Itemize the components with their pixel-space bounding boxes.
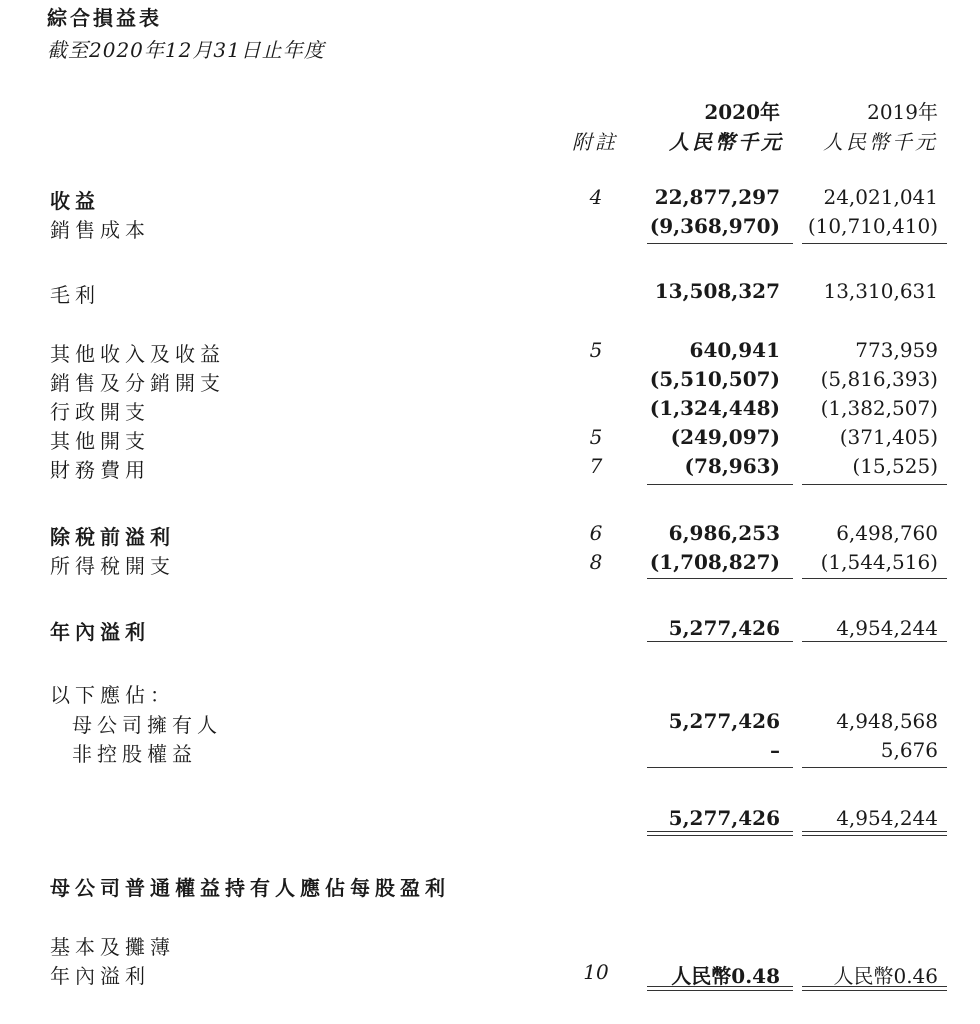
row-2019-eps: 人民幣0.46 — [833, 964, 938, 988]
row-label-finance-costs: 財務費用 — [50, 458, 150, 482]
row-label-profit-for-year: 年內溢利 — [50, 620, 150, 644]
row-2020-finance-costs: (78,963) — [684, 454, 780, 478]
row-2019-other-expenses: (371,405) — [839, 425, 938, 449]
row-2020-admin-expenses: (1,324,448) — [649, 396, 780, 420]
header-note: 附註 — [572, 130, 618, 154]
row-2020-other-income: 640,941 — [689, 338, 780, 362]
row-label-non-controlling: 非控股權益 — [72, 742, 197, 766]
row-note-income-tax: 8 — [589, 550, 603, 574]
row-2020-cost-of-sales: (9,368,970) — [649, 214, 780, 238]
rule-2019-profit — [802, 578, 947, 579]
row-note-finance-costs: 7 — [589, 454, 603, 478]
header-year-2020: 2020年 — [704, 100, 780, 124]
row-note-other-income: 5 — [589, 338, 603, 362]
row-2019-other-income: 773,959 — [855, 338, 938, 362]
row-note-eps: 10 — [583, 960, 609, 984]
double-rule-2020-attrib — [647, 831, 793, 836]
row-label-selling-expenses: 銷售及分銷開支 — [50, 371, 225, 395]
double-rule-2020-eps — [647, 986, 793, 991]
header-year-2019: 2019年 — [867, 100, 938, 124]
row-note-profit-before-tax: 6 — [589, 521, 603, 545]
rule-2020-attrib-total — [647, 767, 793, 768]
row-note-other-expenses: 5 — [589, 425, 603, 449]
row-label-other-expenses: 其他開支 — [50, 429, 150, 453]
row-2019-cost-of-sales: (10,710,410) — [807, 214, 938, 238]
double-rule-2019-attrib — [802, 831, 947, 836]
row-label-eps-profit-year: 年內溢利 — [50, 964, 150, 988]
row-2019-selling-expenses: (5,816,393) — [820, 367, 938, 391]
row-label-cost-of-sales: 銷售成本 — [50, 218, 150, 242]
rule-2019-attrib-total — [802, 767, 947, 768]
row-label-attributable-to: 以下應佔： — [50, 683, 175, 707]
row-2019-non-controlling: 5,676 — [880, 738, 938, 762]
rule-2019-pretax — [802, 484, 947, 485]
row-label-revenue: 收益 — [50, 189, 100, 213]
row-2020-other-expenses: (249,097) — [670, 425, 780, 449]
row-label-profit-before-tax: 除稅前溢利 — [50, 525, 175, 549]
double-rule-2019-eps — [802, 986, 947, 991]
header-unit-2019: 人民幣千元 — [823, 130, 938, 154]
row-label-gross-profit: 毛利 — [50, 283, 100, 307]
row-2019-profit-before-tax: 6,498,760 — [836, 521, 938, 545]
row-2019-revenue: 24,021,041 — [823, 185, 938, 209]
row-2019-profit-for-year: 4,954,244 — [836, 616, 938, 640]
row-2020-gross-profit: 13,508,327 — [654, 279, 780, 303]
row-2020-attrib-total: 5,277,426 — [668, 806, 780, 830]
row-2020-profit-before-tax: 6,986,253 — [668, 521, 780, 545]
row-2020-profit-for-year: 5,277,426 — [668, 616, 780, 640]
rule-2019-profit-year — [802, 641, 947, 642]
row-label-basic-diluted: 基本及攤薄 — [50, 935, 175, 959]
row-2020-eps: 人民幣0.48 — [671, 964, 780, 988]
row-2019-gross-profit: 13,310,631 — [823, 279, 938, 303]
rule-2019-gross — [802, 243, 947, 244]
eps-heading: 母公司普通權益持有人應佔每股盈利 — [50, 876, 450, 900]
row-2019-admin-expenses: (1,382,507) — [820, 396, 938, 420]
row-2019-income-tax: (1,544,516) — [820, 550, 938, 574]
rule-2020-profit-year — [647, 641, 793, 642]
row-2019-attrib-total: 4,954,244 — [836, 806, 938, 830]
row-label-owners-of-parent: 母公司擁有人 — [72, 713, 222, 737]
row-2020-income-tax: (1,708,827) — [649, 550, 780, 574]
rule-2020-gross — [647, 243, 793, 244]
row-2020-revenue: 22,877,297 — [654, 185, 780, 209]
row-2020-non-controlling: – — [770, 738, 780, 762]
page-subtitle: 截至2020年12月31日止年度 — [47, 38, 325, 62]
row-label-other-income: 其他收入及收益 — [50, 342, 225, 366]
rule-2020-pretax — [647, 484, 793, 485]
row-2020-selling-expenses: (5,510,507) — [649, 367, 780, 391]
row-2019-owners-of-parent: 4,948,568 — [836, 709, 938, 733]
row-2020-owners-of-parent: 5,277,426 — [668, 709, 780, 733]
row-label-admin-expenses: 行政開支 — [50, 400, 150, 424]
row-note-revenue: 4 — [589, 185, 603, 209]
rule-2020-profit — [647, 578, 793, 579]
page-title: 綜合損益表 — [47, 6, 162, 30]
row-label-income-tax: 所得稅開支 — [50, 554, 175, 578]
row-2019-finance-costs: (15,525) — [852, 454, 938, 478]
header-unit-2020: 人民幣千元 — [669, 130, 784, 154]
